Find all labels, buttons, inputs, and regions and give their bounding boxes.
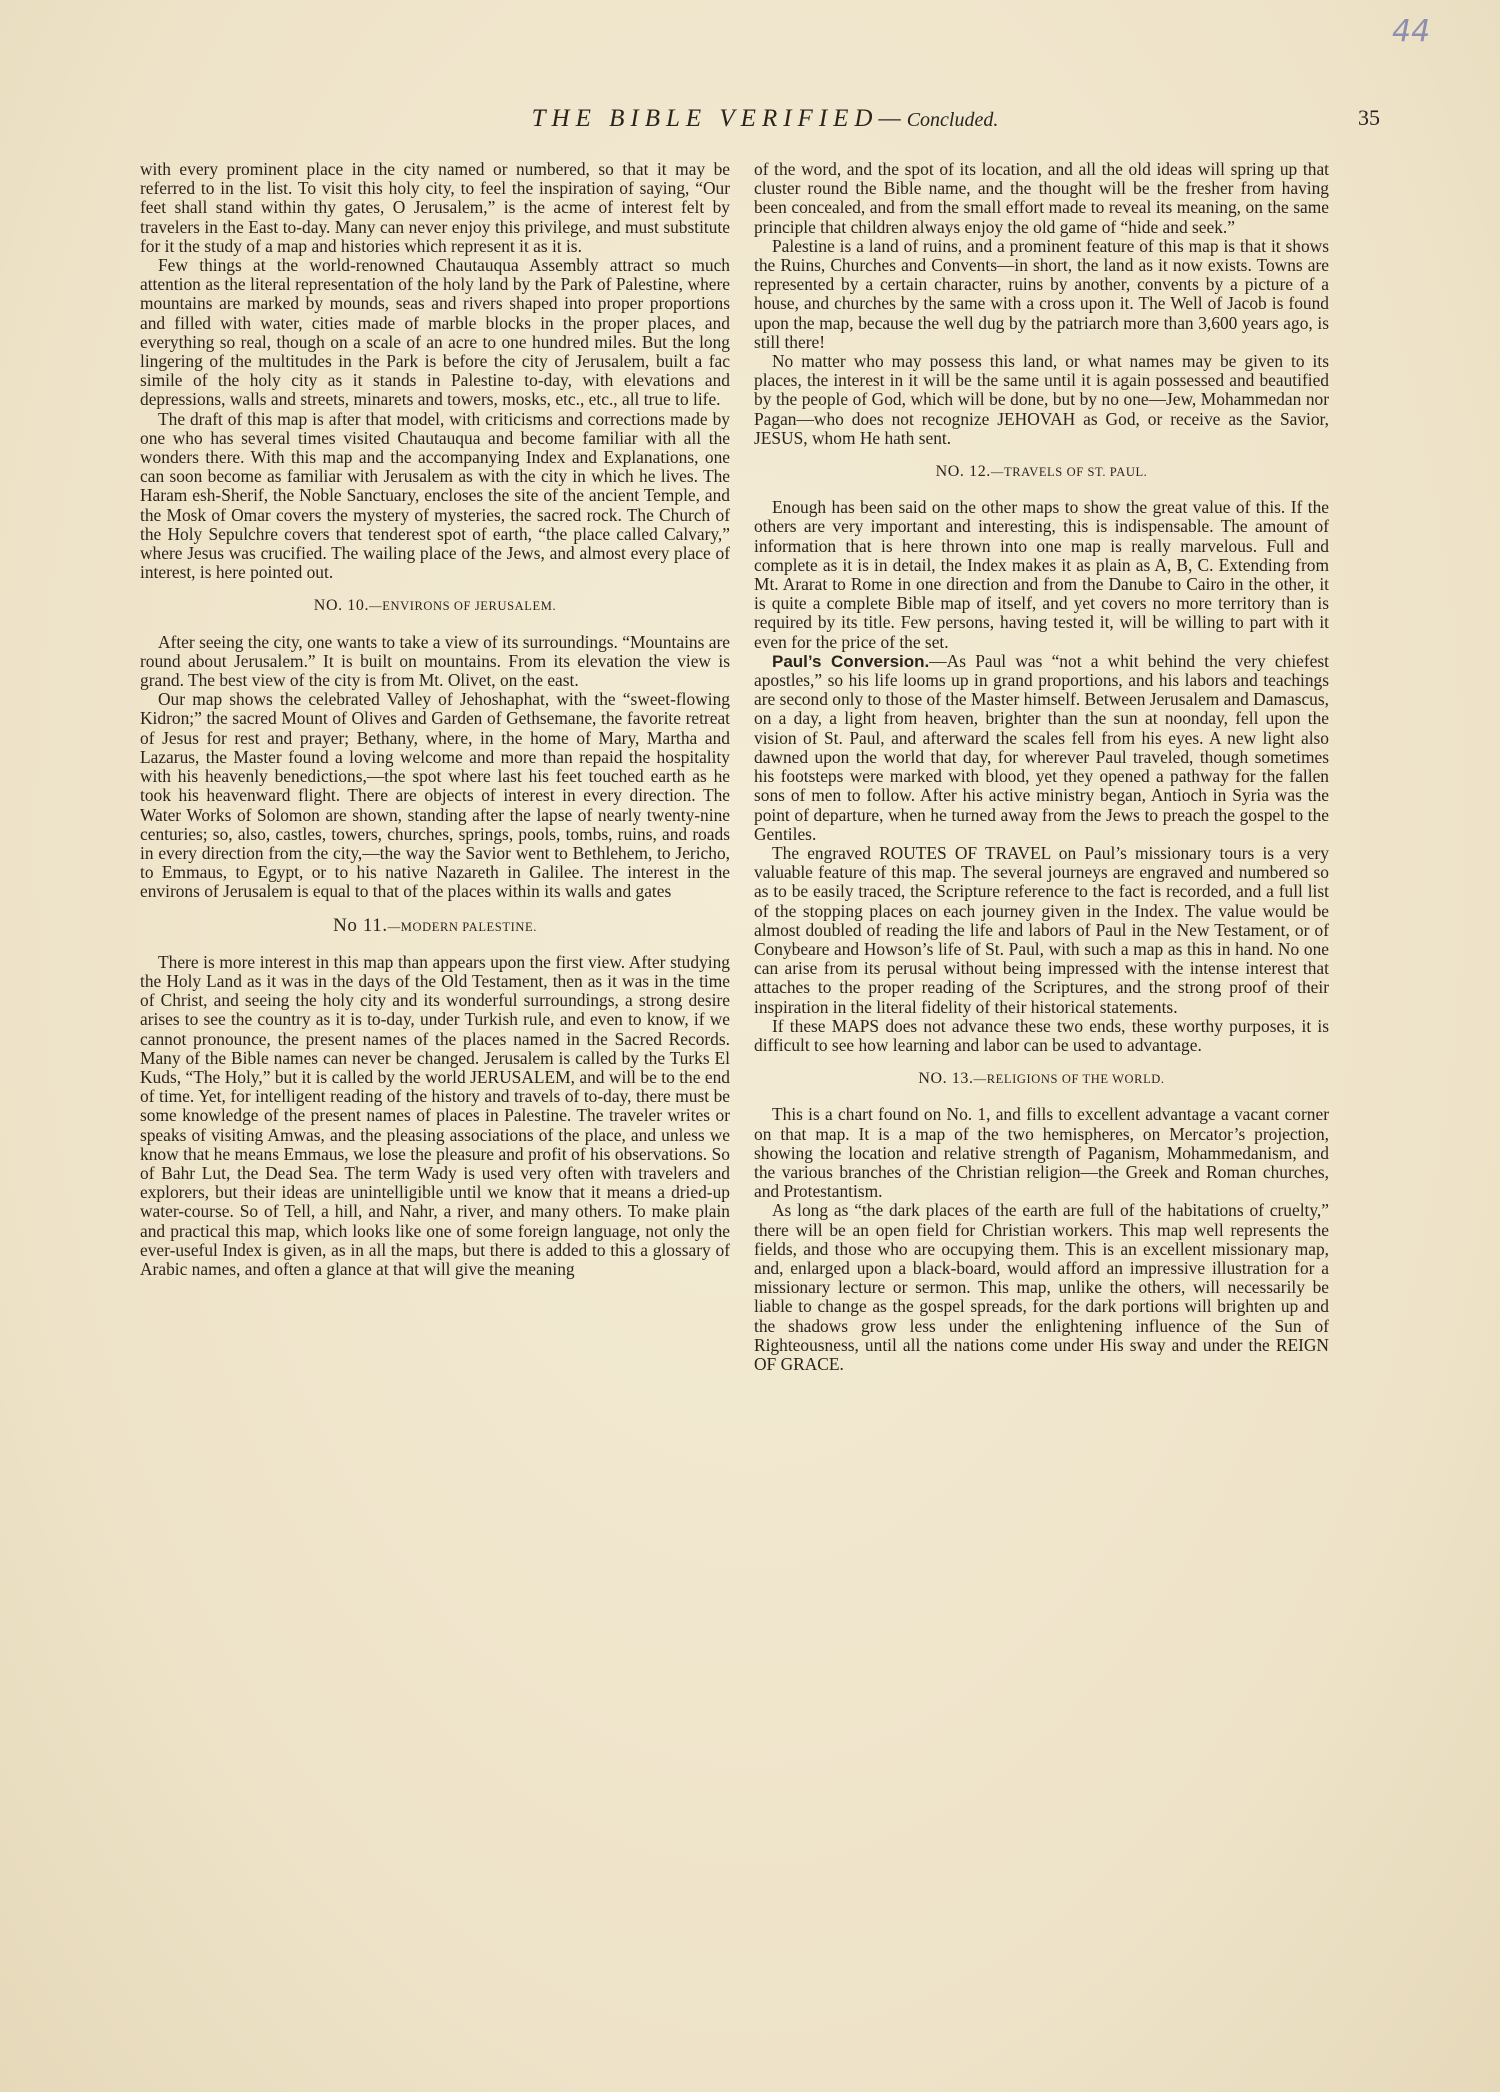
paragraph-paul-conversion — [754, 652, 1329, 844]
running-title — [150, 105, 1380, 133]
section-title: —ENVIRONS OF JERUSALEM. — [369, 599, 557, 614]
section-title: —RELIGIONS OF THE WORLD. — [973, 1072, 1165, 1087]
section-heading-10 — [140, 596, 730, 616]
paragraph: As long as “the dark places of the earth are full of the habitations of cruelty,” there will be an open field for Christian workers. This map well represents the fields, and those who are occupying them. This is an excellent missionary map, and, enlarged upon a black-board, would afford an impressive illustration for a missionary lecture or sermon. This map, unlike the others, will necessarily be liable to change as the gospel spreads, for the dark portions will brighten up and the shadows grow less under the enlightening influence of the Sun of Righteousness, until all the nations come under His sway and under the REIGN OF GRACE. — [754, 1200, 1329, 1374]
running-title-main: THE BIBLE VERIFIED— — [531, 105, 907, 132]
paragraph: The engraved ROUTES OF TRAVEL on Paul’s missionary tours is a very valuable feature of this map. The several journeys are engraved and numbered so as to be easily traced, the Scripture reference to the fact is recorded, and a full list of the stopping places on each journey given in the Index. The value would be almost doubled of reading the life and labors of Paul in the New Testament, or of Conybeare and Howson’s life of St. Paul, with such a map as this in hand. No one can arise from its perusal without being impressed with the intense interest that attaches to the proper reading of the Scriptures, and the strong proof of their inspiration in the literal fidelity of their historical statements. — [754, 842, 1329, 1017]
section-heading-13 — [754, 1069, 1329, 1089]
paragraph: If these MAPS does not advance these two ends, these worthy purposes, it is difficult to see how learning and labor can be used to advantage. — [754, 1015, 1329, 1055]
left-column — [140, 160, 730, 1279]
running-header — [150, 105, 1380, 135]
paragraph: The draft of this map is after that model, with criticisms and corrections made by one who has several times visited Chautauqua and become familiar with all the wonders there. With this map and the accompanying Index and Explanations, one can soon become as familiar with Jerusalem as with the city in which he lives. The Haram esh-Sherif, the Noble Sanctuary, encloses the site of the ancient Temple, and the Mosk of Omar covers the mystery of mysteries, the sacred rock. The Church of the Holy Sepulchre covers that tenderest spot of earth, “the place called Calvary,” where Jesus was crucified. The wailing place of the Jews, and almost every place of interest, is here pointed out. — [140, 408, 730, 583]
section-title: —MODERN PALESTINE. — [387, 919, 537, 934]
paragraph: After seeing the city, one wants to take a view of its surroundings. “Mountains are round about Jerusalem.” It is built on mountains. From its elevation the view is grand. The best view of the city is from Mt. Olivet, on the east. — [140, 631, 730, 691]
paragraph: Palestine is a land of ruins, and a prominent feature of this map is that it shows the Ruins, Churches and Convents—in short, the land as it now exists. Towns are represented by a certain character, ruins by another, convents by a picture of a house, and churches by the same with a cross upon it. The Well of Jacob is found upon the map, because the well dug by the patriarch more than 3,600 years ago, is still there! — [754, 235, 1329, 352]
section-number: No 11. — [333, 914, 388, 936]
paragraph: There is more interest in this map than appears upon the first view. After studying the Holy Land as it was in the days of the Old Testament, then as it was in the time of Christ, and seeing the holy city and its wonderful surroundings, a strong desire arises to see the country as it is to-day, under Turkish rule, and even to know, if we cannot pronounce, the present names of the places named in the Sacred Records. Many of the Bible names can never be changed. Jerusalem is called by the Turks El Kuds, “The Holy,” but it is called by the world JERUSALEM, and will be to the end of time. Yet, for intelligent reading of the history and travels of to-day, there must be some knowledge of the present names of places in Palestine. The traveler writes or speaks of visiting Amwas, and the pleasing associations of the place, and unless we know that he means Emmaus, we lose the pleasure and profit of his observations. So of Bahr Lut, the Dead Sea. The term Wady is used very often with travelers and explorers, but their ideas are unintelligible until we know that it means a dried-up water-course. So of Tell, a hill, and Nahr, a river, and many others. To make plain and practical this map, which looks like one of some foreign language, not only the ever-useful Index is given, as in all the maps, but there is added to this a glossary of Arabic names, and often a glance at that will give the meaning — [140, 951, 730, 1279]
paragraph-text: —As Paul was “not a whit behind the very chiefest apostles,” so his life looms up in grand proportions, and his labors and teachings are second only to those of the Master himself. Between Jerusalem and Damascus, on a day, a light from heaven, brighter than the sun at noonday, fell upon the vision of St. Paul, and afterward the scales fell from his eyes. A new light also dawned upon the world that day, for wherever Paul traveled, though sometimes his footsteps were marked with blood, yet they opened a pathway for the fallen sons of men to follow. After his active ministry began, Antioch in Syria was the point of departure, when he turned away from the Jews to preach the gospel to the Gentiles. — [754, 650, 1329, 844]
section-heading-12 — [754, 462, 1329, 482]
paragraph: Our map shows the celebrated Valley of Jehoshaphat, with the “sweet-flowing Kidron;” the sacred Mount of Olives and Garden of Gethsemane, the favorite retreat of Jesus for rest and prayer; Bethany, where, in the home of Mary, Martha and Lazarus, the Master found a loving welcome and more than repaid the hospitality with his heavenly benedictions,—the spot where last his feet touched earth as he took his heavenward flight. There are objects of interest in every direction. The Water Works of Solomon are shown, standing after the lapse of nearly twenty-nine centuries; so, also, castles, towers, churches, springs, pools, tombs, ruins, and roads in every direction from the city,—the way the Savior went to Bethlehem, to Jericho, to Emmaus, to Egypt, or to his native Nazareth in Galilee. The interest in the environs of Jerusalem is equal to that of the places within its walls and gates — [140, 689, 730, 902]
running-title-sub: Concluded. — [906, 109, 999, 131]
right-column — [754, 160, 1329, 1374]
paragraph: Few things at the world-renowned Chautauqua Assembly attract so much attention as the literal representation of the holy land by the Park of Palestine, where mountains are marked by mounds, seas and rivers shaped into proper proportions and filled with water, cities made of marble blocks in the proper places, and everything so real, though on a scale of an acre to one hundred miles. But the long lingering of the multitudes in the Park is before the city of Jerusalem, built a fac simile of the holy city as it stands in Palestine to-day, with elevations and depressions, walls and streets, minarets and towers, mosks, etc., etc., all true to life. — [140, 255, 730, 410]
paragraph: Enough has been said on the other maps to show the great value of this. If the others are very important and interesting, this is indispensable. The amount of information that is here thrown into one map is really marvelous. Full and complete as it is in detail, the Index makes it as plain as A, B, C. Extending from Mt. Ararat to Rome in one direction and from the Danube to Cairo in the other, it is quite a complete Bible map of itself, and yet covers no more territory than is required by its title. Few persons, having tested it, will be willing to part with it even for the price of the set. — [754, 497, 1329, 652]
section-number: NO. 12. — [935, 463, 991, 481]
section-heading-11 — [140, 916, 730, 937]
paragraph: No matter who may possess this land, or what names may be given to its places, the interest in it will be the same until it is again possessed and beautified by the people of God, which will be done, but by no one—Jew, Mohammedan nor Pagan—who does not recognize JEHOVAH as God, or receive as the Savior, JESUS, whom He hath sent. — [754, 351, 1329, 448]
paragraph: of the word, and the spot of its location, and all the old ideas will spring up that cluster round the Bible name, and the thought will be the fresher from having been concealed, and from the small effort made to reveal its meaning, on the same principle that children always enjoy the old game of “hide and seek.” — [754, 159, 1329, 237]
section-title: —TRAVELS OF ST. PAUL. — [990, 465, 1148, 480]
page-number: 35 — [1358, 105, 1380, 130]
run-in-heading: Paul’s Conversion. — [772, 651, 930, 671]
section-number: NO. 13. — [918, 1070, 974, 1088]
section-number: NO. 10. — [313, 597, 370, 615]
paragraph: This is a chart found on No. 1, and fills to excellent advantage a vacant corner on that map. It is a map of the two hemispheres, on Mercator’s projection, showing the location and relative strength of Paganism, Mohammedanism, and the various branches of the Christian religion—the Greek and Roman churches, and Protestantism. — [754, 1104, 1329, 1202]
pencil-margin-note: 44 — [1392, 14, 1431, 49]
paragraph: with every prominent place in the city named or numbered, so that it may be referred to in the list. To visit this holy city, to feel the inspiration of saying, “Our feet shall stand within thy gates, O Jerusalem,” is the acme of interest felt by travelers in the East to-day. Many can never enjoy this privilege, and must substitute for it the study of a map and histories which represent it as it is. — [140, 159, 730, 256]
